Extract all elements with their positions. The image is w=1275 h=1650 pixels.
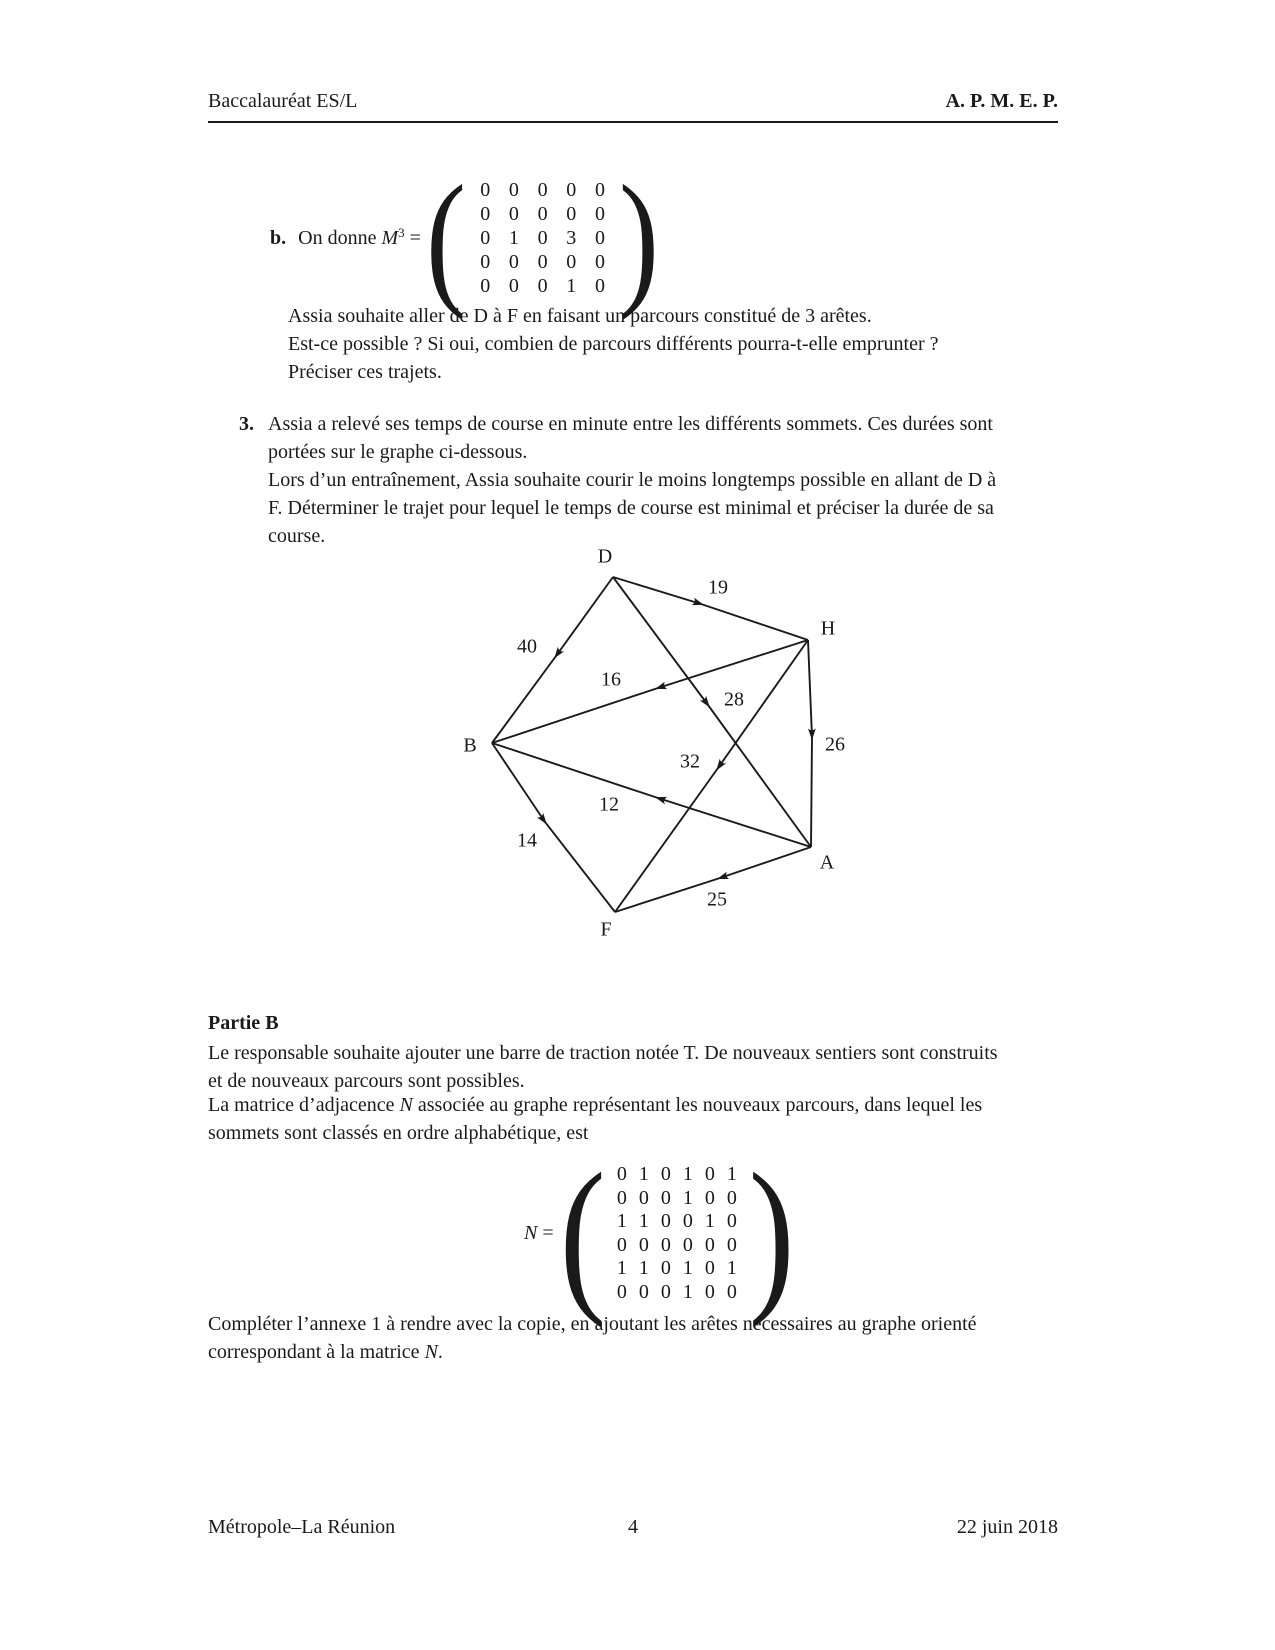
edge-weight-label-H-F: 32 [680,750,700,773]
matrix-cell: 0 [704,1233,715,1256]
matrix-cell: 0 [508,251,519,273]
matrix-cell: 1 [682,1186,693,1209]
matrix-cell: 1 [638,1210,649,1232]
text-segment: correspondant à la matrice [208,1340,425,1363]
matrix-cell: 0 [682,1210,693,1232]
matrix-cell: 1 [682,1257,693,1279]
matrix-cell: 0 [480,179,491,201]
matrix-cell: 0 [726,1280,737,1303]
matrix-cell: 0 [726,1233,737,1256]
footer-location: Métropole–La Réunion [208,1516,396,1538]
text-line: Assia a relevé ses temps de course en minute entre les différents sommets. Ces durées sont [268,413,993,435]
matrix-cell: 0 [537,275,548,297]
matrix-cell: 0 [537,203,548,225]
matrix-cell: 0 [616,1280,627,1303]
edge-weight-label-H-A: 26 [825,733,845,756]
graph-node-label-A: A [819,851,835,874]
matrix-cell: 0 [480,227,491,249]
matrix-cell: 1 [638,1257,649,1279]
edge-weight-label-A-B: 12 [599,793,619,816]
text-segment: . [437,1340,443,1363]
matrix-n-symbol: N [524,1222,538,1244]
matrix-n [611,1163,743,1304]
graph-edge-H-B [492,640,808,743]
matrix-cell: 0 [704,1280,715,1303]
text-line: Préciser ces trajets. [288,361,442,383]
matrix-cell: 0 [660,1210,671,1232]
matrix-cell: 1 [726,1163,737,1185]
text-segment: associée au graphe représentant les nouveaux parcours, dans lequel les [412,1094,983,1116]
matrix-cell: 0 [616,1163,627,1185]
graph-edge-D-B [492,577,613,743]
partie-b-paragraph-1 [208,1040,998,1095]
matrix-cell: 1 [682,1163,693,1185]
graph-node-label-F: F [600,918,612,941]
item-b-intro [298,224,421,250]
matrix-cell: 0 [638,1280,649,1303]
footer-page-number: 4 [628,1516,638,1538]
matrix-cell: 0 [616,1233,627,1256]
matrix-n-symbol: N [424,1340,438,1363]
matrix-cell: 1 [704,1210,715,1232]
matrix-n-row: N = ( 0 1 0 1 0 1 0 0 0 1 0 0 1 1 0 0 1 0 0 0 0 0 0 0 1 1 0 1 0 1 0 0 0 1 0 0 ) [524,1138,795,1329]
graph-edge-B-F [492,743,615,912]
matrix-cell: 0 [508,203,519,225]
graph-node-label-H: H [820,617,836,640]
text-line: Compléter l’annexe 1 à rendre avec la copie, en ajoutant les arêtes nécessaires au graphe orienté [208,1313,977,1335]
matrix-cell: 1 [616,1210,627,1232]
matrix-cell: 0 [704,1257,715,1279]
question-b-row: b. On donne $M^3$ = ( 0 0 0 0 0 0 0 0 0 0 0 1 0 3 0 0 0 0 0 0 0 0 0 1 0 ) [270,155,660,321]
text-line: Lors d’un entraînement, Assia souhaite courir le moins longtemps possible en allant de D à [268,469,997,491]
course-time-graph [430,520,870,960]
matrix-cell: 0 [566,179,577,201]
matrix-cell: 0 [480,251,491,273]
intro-text: On donne [298,226,382,249]
matrix-cell: 1 [638,1163,649,1185]
matrix-cell: 0 [638,1186,649,1209]
header-right-title: A. P. M. E. P. [945,90,1058,112]
matrix-cell: 0 [660,1163,671,1185]
graph-edge-H-A [808,640,812,847]
matrix-cell: 0 [682,1233,693,1256]
edge-weight-label-A-F: 25 [707,888,727,911]
matrix-cell: 0 [660,1280,671,1303]
matrix-cell: 1 [566,275,577,297]
matrix-cell: 0 [537,251,548,273]
annexe-paragraph [208,1311,977,1366]
matrix-cell: 0 [537,179,548,201]
matrix-cell: 0 [660,1257,671,1279]
text-line [208,1092,982,1120]
question-b-text [288,302,939,386]
text-line: Est-ce possible ? Si oui, combien de parcours différents pourra-t-elle emprunter ? [288,333,939,355]
matrix-cell: 0 [594,251,605,273]
edge-weight-label-D-A: 28 [724,688,744,711]
text-line [208,1339,977,1367]
edge-weight-label-H-B: 16 [601,668,621,691]
matrix-cell: 0 [508,275,519,297]
matrix-cell: 0 [566,203,577,225]
footer-date: 22 juin 2018 [956,1516,1058,1538]
graph-edge-H-F [615,640,808,912]
matrix-cell: 0 [704,1163,715,1185]
matrix-cell: 0 [537,227,548,249]
graph-edge-D-A [613,577,811,847]
matrix-cell: 0 [726,1186,737,1209]
item-3-label: 3. [239,413,254,435]
matrix-n-lhs [524,1222,554,1245]
matrix-cell: 0 [566,251,577,273]
matrix-cell: 0 [660,1233,671,1256]
graph-node-label-D: D [597,545,613,568]
matrix-cell: 0 [594,227,605,249]
matrix-cell: 0 [508,179,519,201]
matrix-cell: 0 [660,1186,671,1209]
text-line: et de nouveaux parcours sont possibles. [208,1069,525,1092]
matrix-cell: 1 [616,1257,627,1279]
page-footer [208,1516,1058,1538]
text-line: Assia souhaite aller de D à F en faisant un parcours constitué de 3 arêtes. [288,305,872,327]
matrix-cell: 0 [726,1210,737,1232]
graph-node-label-B: B [463,734,477,757]
matrix-cell: 0 [594,203,605,225]
matrix-cell: 1 [726,1257,737,1279]
matrix-cell: 3 [566,227,577,249]
matrix-m [471,178,614,298]
text-line: course. [268,525,326,547]
matrix-cell: 0 [480,203,491,225]
text-line: F. Déterminer le trajet pour lequel le temps de course est minimal et préciser la durée de sa [268,497,994,519]
header-left-title: Baccalauréat ES/L [208,90,358,112]
matrix-cell: 0 [480,275,491,297]
matrix-cell: 0 [594,179,605,201]
text-segment: La matrice d’adjacence [208,1094,400,1116]
graph-edge-A-B [492,743,811,847]
matrix-n-symbol: N [399,1094,413,1116]
text-line: Le responsable souhaite ajouter une barre de traction notée T. De nouveaux sentiers sont construits [208,1042,998,1064]
matrix-cell: 1 [508,227,519,249]
matrix-cell: 0 [594,275,605,297]
page-header [208,90,1058,123]
matrix-m-symbol: M [381,226,399,249]
edge-weight-label-D-B: 40 [517,635,537,658]
edge-weight-label-B-F: 14 [517,829,537,852]
matrix-cell: 0 [616,1186,627,1209]
equals-sign: = [537,1222,554,1244]
matrix-cell: 1 [682,1280,693,1303]
matrix-cell: 0 [704,1186,715,1209]
edge-weight-label-D-H: 19 [708,576,728,599]
text-line: sommets sont classés en ordre alphabétique, est [208,1121,589,1144]
text-line: portées sur le graphe ci-dessous. [268,441,528,463]
item-b-label: b. [270,226,287,249]
matrix-m-exponent: 3 [398,224,405,240]
matrix-cell: 0 [638,1233,649,1256]
partie-b-title: Partie B [208,1012,279,1034]
equals-sign: = [404,226,421,249]
